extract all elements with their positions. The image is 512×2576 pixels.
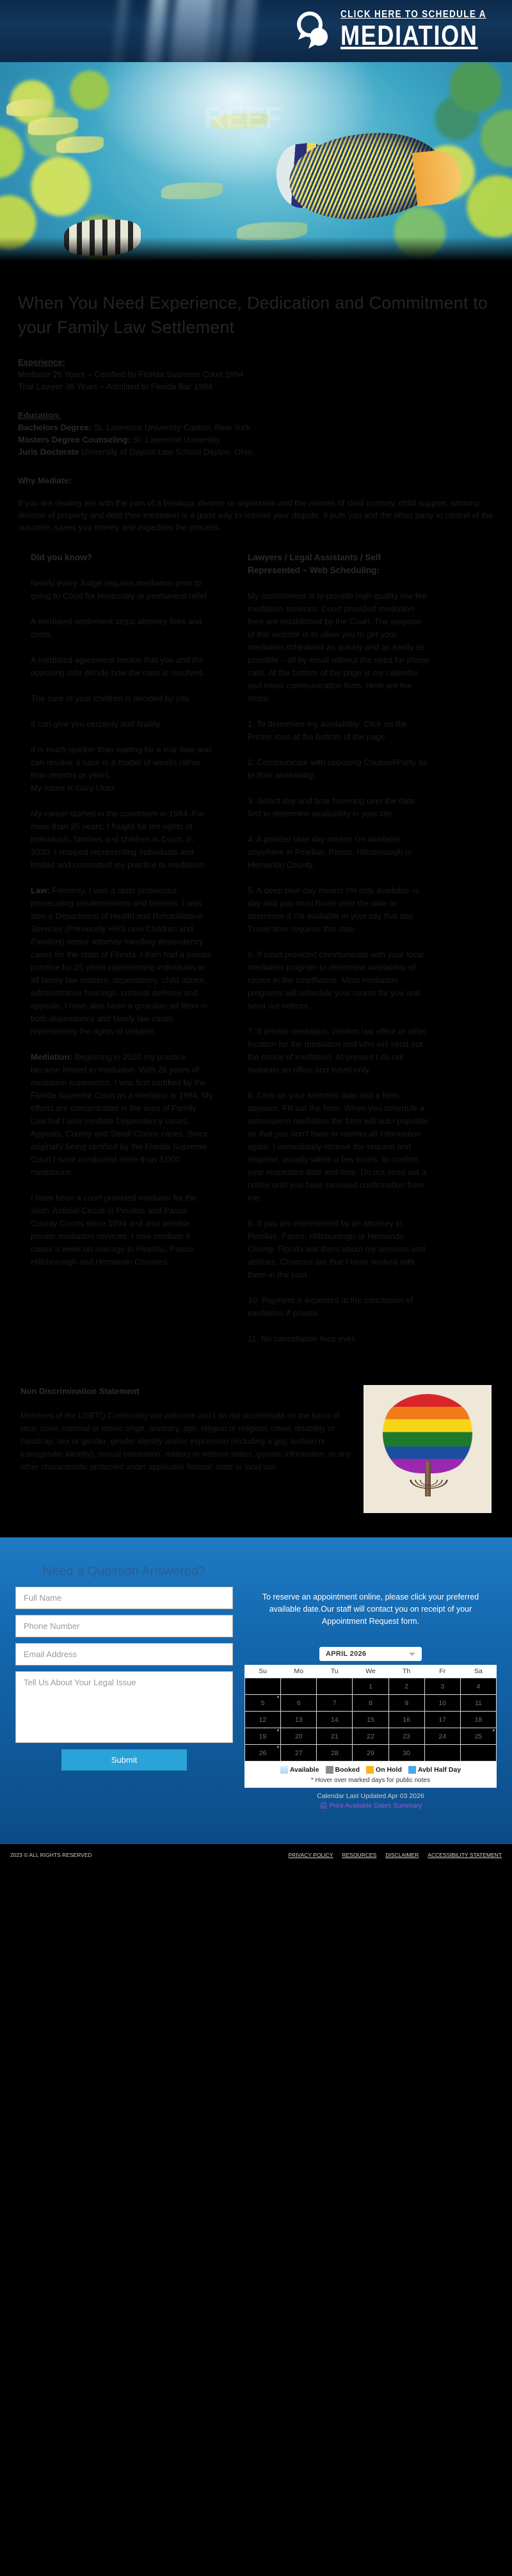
calendar-day-21[interactable]: 21 — [317, 1728, 353, 1745]
speech-bubbles-icon — [293, 9, 334, 50]
scheduling-step-3: 3. Select day and time hovering over the date first to determine availability in your city. — [248, 796, 415, 818]
did-you-know-heading: Did you know? — [31, 553, 92, 562]
light-beam-decoration — [110, 0, 130, 62]
main-content — [0, 291, 512, 533]
non-discrimination-body: Members of the LGBTQ Community are welcome and I do not discriminate on the basis of race, color, national or ethnic origin, ancestry, age, religion or religious creed, disability or handicap, sex or gender, gender identity and/or expression (including a gay, lesbian or transgender identity), sexual orientation, military or veteran status, genetic information, or any other characteristic protected under applicable federal, state or local law. — [20, 1411, 351, 1471]
mediation-label: Mediation: — [31, 1052, 72, 1062]
calendar-day-18[interactable]: 18 — [460, 1712, 496, 1728]
juris-row — [18, 446, 494, 458]
printer-icon: 🖨 — [319, 1802, 328, 1810]
masters-label: Masters Degree Counseling: — [18, 435, 131, 444]
bachelors-value: St. Lawrence University Canton, New York — [91, 423, 250, 432]
juris-label: Juris Doctorate — [18, 447, 79, 457]
education-block — [18, 409, 494, 458]
calendar-weekday-header — [245, 1665, 497, 1678]
calendar-legend — [244, 1762, 497, 1788]
did-you-know-p5: It is much quicker than waiting for a trial date and can resolve a case in a matter of weeks rather than months or years. — [31, 745, 212, 780]
education-heading: Education: — [18, 410, 61, 420]
calendar-day-29[interactable]: 29 — [353, 1745, 388, 1762]
weekday-sa: Sa — [460, 1665, 496, 1678]
cta-line-2: MEDIATION — [340, 19, 478, 51]
calendar-day-27[interactable]: 27 — [281, 1745, 317, 1762]
non-discrimination-section — [0, 1385, 512, 1513]
calendar-day-24[interactable]: 24 — [424, 1728, 460, 1745]
submit-button[interactable]: Submit — [61, 1749, 187, 1770]
scheduling-step-11: 11. No cancellation fees ever. — [248, 1334, 356, 1343]
bachelors-label: Bachelors Degree: — [18, 423, 92, 432]
small-fish-decoration — [28, 117, 78, 135]
scheduling-step-5: 5. A deep blue day means I'm only available ½ day and you must hover over the date to determine if I'm available in your city that day. Travel time requires this step. — [248, 886, 419, 934]
calendar-day-empty — [460, 1745, 496, 1762]
tree-roots — [399, 1480, 458, 1508]
scheduling-step-2: 2. Communicate with opposing Counsel/Party as to their availability. — [248, 757, 428, 780]
calendar-day-13[interactable]: 13 — [281, 1712, 317, 1728]
contact-form — [15, 1554, 233, 1810]
calendar-day-15[interactable]: 15 — [353, 1712, 388, 1728]
legal-issue-textarea[interactable] — [15, 1671, 233, 1743]
weekday-we: We — [353, 1665, 388, 1678]
calendar-day-20[interactable]: 20 — [281, 1728, 317, 1745]
small-fish-decoration — [6, 99, 51, 116]
legend-label-available: Available — [289, 1766, 319, 1774]
scheduling-step-9: 9. If you are represented by an attorney in Pinellas, Pasco, Hillsborough or Hernando County, Florida ask them about my services and abilities. Chances are that I have worked with them in the past. — [248, 1219, 426, 1279]
did-you-know-p2: A mediated agreement means that you and the opposing side decide how the case is resolved. — [31, 655, 205, 677]
footer-copyright: 2023 © ALL RIGHTS RESERVED — [10, 1852, 92, 1858]
page-title: When You Need Experience, Dedication and Commitment to your Family Law Settlement — [18, 293, 488, 337]
calendar-day-empty — [281, 1678, 317, 1695]
calendar-day-16[interactable]: 16 — [388, 1712, 424, 1728]
note-marker-icon: * — [276, 1745, 280, 1751]
legend-note: * Hover over marked days for public notes — [310, 1777, 431, 1784]
footer-link-disclaimer[interactable]: DISCLAIMER — [385, 1852, 419, 1858]
calendar-day-22[interactable]: 22 — [353, 1728, 388, 1745]
calendar-day-14[interactable]: 14 — [317, 1712, 353, 1728]
email-address-input[interactable] — [15, 1643, 233, 1665]
legend-swatch-booked — [326, 1766, 333, 1774]
month-selector[interactable] — [319, 1647, 422, 1661]
did-you-know-p4: It can give you certainty and finality. — [31, 719, 162, 729]
calendar-day-1[interactable]: 1 — [353, 1678, 388, 1695]
small-fish-decoration — [56, 136, 104, 153]
calendar-week-row — [245, 1678, 497, 1695]
calendar-day-empty — [424, 1745, 460, 1762]
note-marker-icon: * — [276, 1728, 280, 1735]
calendar-day-3[interactable]: 3 — [424, 1678, 460, 1695]
footer-links — [288, 1852, 502, 1858]
why-mediate-paragraph: If you are dealing are with the pain of a breakup, divorce or separation and the worries of child custody, child support, alimony, division of property and debt then mediation is a good way to resolve your dispute. It puts you and the other party in control of the outcome, saves you money and expedites the process. — [18, 498, 493, 532]
calendar-day-28[interactable]: 28 — [317, 1745, 353, 1762]
note-marker-icon: * — [492, 1728, 495, 1735]
contact-form-title: Need a Question Answered? — [42, 1564, 206, 1578]
did-you-know-column — [31, 551, 213, 1345]
hero-fade-overlay — [0, 237, 512, 263]
calendar-week-row — [245, 1745, 497, 1762]
appointment-section — [0, 1537, 512, 1844]
why-mediate-block — [18, 474, 494, 533]
calendar-day-11[interactable]: 11 — [460, 1695, 496, 1712]
calendar-day-30[interactable]: 30 — [388, 1745, 424, 1762]
masters-value: St. Lawrence University — [130, 435, 220, 444]
law-paragraph — [31, 884, 213, 1038]
mediation-paragraph — [31, 1051, 213, 1179]
why-mediate-heading: Why Mediate: — [18, 476, 72, 485]
calendar-day-empty — [245, 1678, 281, 1695]
calendar-day-6[interactable]: 6 — [281, 1695, 317, 1712]
law-text: Formerly, I was a state prosecutor, prosecuting misdemeanors and felonies. I was also a Department of Health and Rehabilitative Services (Previously HRS now Children and Families) senior attorney handling dependency cases for the state of Florida. I then had a private practice for 25 years representing individuals in all family law matters, dependency, child abuse, administrative hearings, criminal defense and appeals. I have also been a guardian ad litem in both dependency and family law cases representing the rights of children. — [31, 886, 212, 1036]
appointment-calendar — [244, 1554, 497, 1810]
legend-swatch-halfday — [408, 1766, 416, 1774]
did-you-know-p0: Nearly every Judge requires mediation prior to going to Court for temporary or permanent relief. — [31, 578, 209, 601]
legend-label-onhold: On Hold — [376, 1766, 402, 1774]
scheduling-p0: My commitment is to provide high quality low fee mediation services. Court provided mediation fees are established by the Court. The purpose of this website is to allow you to get your mediation scheduled as quickly and as easily as possible – all by email without the need for phone calls. At the bottom of the page is my calendar and email communication form. Here are the steps: — [248, 591, 430, 703]
masters-row — [18, 433, 494, 446]
legend-item-halfday — [408, 1766, 461, 1774]
print-available-dates-link[interactable] — [244, 1801, 497, 1810]
calendar-day-4[interactable]: 4 — [460, 1678, 496, 1695]
calendar-day-9[interactable]: 9 — [388, 1695, 424, 1712]
web-scheduling-column — [248, 551, 430, 1345]
phone-number-input[interactable] — [15, 1615, 233, 1637]
calendar-day-23[interactable]: 23 — [388, 1728, 424, 1745]
top-banner — [0, 0, 512, 62]
cta-line-1: CLICK HERE TO SCHEDULE A — [340, 8, 486, 20]
light-beam-decoration — [142, 0, 170, 62]
scheduling-step-1: 1. To determine my availability: Click on the Printer Icon at the bottom of the page — [248, 719, 408, 741]
closing-paragraph: I have been a court provided mediator for the Sixth Judicial Circuit in Pinellas and Pasco County Courts since 1994 and also provide private mediation services. I now mediate 6 cases a week on average in Pinellas, Pasco, Hillsborough and Hernando Counties. — [31, 1193, 197, 1267]
calendar-day-empty — [317, 1678, 353, 1695]
scheduling-step-10: 10. Payment is expected at the conclusion of mediation if private. — [248, 1295, 413, 1318]
chevron-down-icon — [409, 1653, 415, 1656]
weekday-fr: Fr — [424, 1665, 460, 1678]
calendar-day-2[interactable]: 2 — [388, 1678, 424, 1695]
did-you-know-p7: My career started in the courtroom in 1984. For more than 35 years, I fought for the rights of individuals, families and children in Court. In 2020, I stopped representing individuals and limited and committed my practice to mediation. — [31, 809, 207, 870]
rainbow-tree-image — [364, 1385, 492, 1513]
calendar-day-12[interactable]: 12 — [245, 1712, 281, 1728]
calendar-body — [245, 1678, 497, 1762]
calendar-day-17[interactable]: 17 — [424, 1712, 460, 1728]
legend-swatch-onhold — [366, 1766, 374, 1774]
calendar-last-updated: Calendar Last Updated Apr 03 2026 — [317, 1792, 424, 1800]
calendar-week-row — [245, 1695, 497, 1712]
mediation-text: Beginning in 2020 my practice became limited to mediation. With 26 years of mediation experience. I was first certified by the Florida Supreme Court as a mediator in 1994. My efforts are concentrated in the area of Family Law but I also mediate Dependency cases, Appeals, County and Small Claims cases. Since originally being certified by the Florida Supreme Court I have conducted more than 3,000 mediations. — [31, 1052, 213, 1177]
experience-heading: Experience: — [18, 357, 65, 367]
non-discrimination-text — [20, 1385, 352, 1482]
footer-link-privacy-policy[interactable]: PRIVACY POLICY — [288, 1852, 333, 1858]
law-label: Law: — [31, 886, 50, 895]
footer-link-resources[interactable]: RESOURCES — [342, 1852, 377, 1858]
legend-label-halfday: Avbl Half Day — [417, 1766, 461, 1774]
experience-line-1: Mediator 26 Years – Certified by Florida Supreme Court 1994 — [18, 369, 244, 379]
legend-label-booked: Booked — [335, 1766, 360, 1774]
did-you-know-p3: The care of your children is decided by you — [31, 693, 189, 703]
web-scheduling-heading: Lawyers / Legal Assistants / Self Represented – Web Scheduling: — [248, 553, 381, 575]
site-footer — [0, 1844, 512, 1868]
calendar-day-10[interactable]: 10 — [424, 1695, 460, 1712]
legend-item-booked — [326, 1766, 360, 1774]
light-beam-decoration — [166, 0, 215, 62]
weekday-th: Th — [388, 1665, 424, 1678]
calendar-week-row — [245, 1712, 497, 1728]
calendar-day-8[interactable]: 8 — [353, 1695, 388, 1712]
calendar-week-row — [245, 1728, 497, 1745]
scheduling-step-8: 8. Click on your selected date and a form appears. Fill out the form. When you schedule a subsequent mediation the form will auto populate so that you don't have to reenter all information again. I immediately receive the request and respond, usually within a few hours, to confirm your requested date and time. Do not send out a notice until you have received confirmation from me. — [248, 1090, 429, 1203]
scheduling-step-7: 7. If private mediation, confirm law office or other location for the mediation and who will send out the notice of mediation. At present I do not maintain an office and travel only. — [248, 1026, 428, 1074]
scheduling-step-6: 6. If court provided communicate with your local mediation program to determine availability of rooms in the courthouse. Most mediation programs will schedule your rooms for you and send out notices. — [248, 950, 424, 1010]
experience-block — [18, 356, 494, 393]
full-name-input[interactable] — [15, 1587, 233, 1609]
schedule-mediation-cta[interactable] — [293, 9, 512, 50]
spacer — [18, 487, 494, 497]
calendar-day-25[interactable]: 25 * — [460, 1728, 496, 1745]
experience-line-2: Trial Lawyer 36 Years – Admitted to Florida Bar 1984 — [18, 382, 212, 391]
legend-item-onhold — [366, 1766, 402, 1774]
calendar-day-26[interactable]: 26 * — [245, 1745, 281, 1762]
note-marker-icon: * — [276, 1695, 280, 1701]
did-you-know-p1: A mediated settlement stops attorney fees and costs. — [31, 617, 202, 639]
hero-watermark: REEF — [204, 101, 283, 134]
legend-item-available — [280, 1766, 319, 1774]
calendar-day-7[interactable]: 7 — [317, 1695, 353, 1712]
did-you-know-p6: My name is Gary Urso: — [31, 783, 116, 793]
weekday-tu: Tu — [317, 1665, 353, 1678]
calendar-intro-text: To reserve an appointment online, please click your preferred available date.Our staff will contact you on receipt of your Appointment Request form. — [262, 1592, 479, 1626]
non-discrimination-title: Non Discrimination Statement — [20, 1386, 140, 1396]
calendar-grid[interactable] — [244, 1665, 497, 1762]
footer-link-accessibility[interactable]: ACCESSIBILITY STATEMENT — [428, 1852, 502, 1858]
scheduling-step-4: 4. A powder blue day means I'm available anywhere in Pinellas, Pasco, Hillsborough or Hernando County. — [248, 834, 413, 870]
light-beam-decoration — [225, 0, 258, 62]
bachelors-row — [18, 421, 494, 433]
weekday-su: Su — [245, 1665, 281, 1678]
calendar-day-5[interactable]: 5 * — [245, 1695, 281, 1712]
month-label: APRIL 2026 — [326, 1650, 367, 1658]
weekday-mo: Mo — [281, 1665, 317, 1678]
juris-value: University of Dayton Law School Dayton, Ohio. — [79, 447, 255, 457]
hero-underwater-image — [0, 62, 512, 263]
print-link-label[interactable]: Print Available Dates Summary — [329, 1802, 422, 1810]
legend-swatch-available — [280, 1766, 288, 1774]
calendar-day-19[interactable]: 19 * — [245, 1728, 281, 1745]
two-column-section — [0, 551, 512, 1345]
